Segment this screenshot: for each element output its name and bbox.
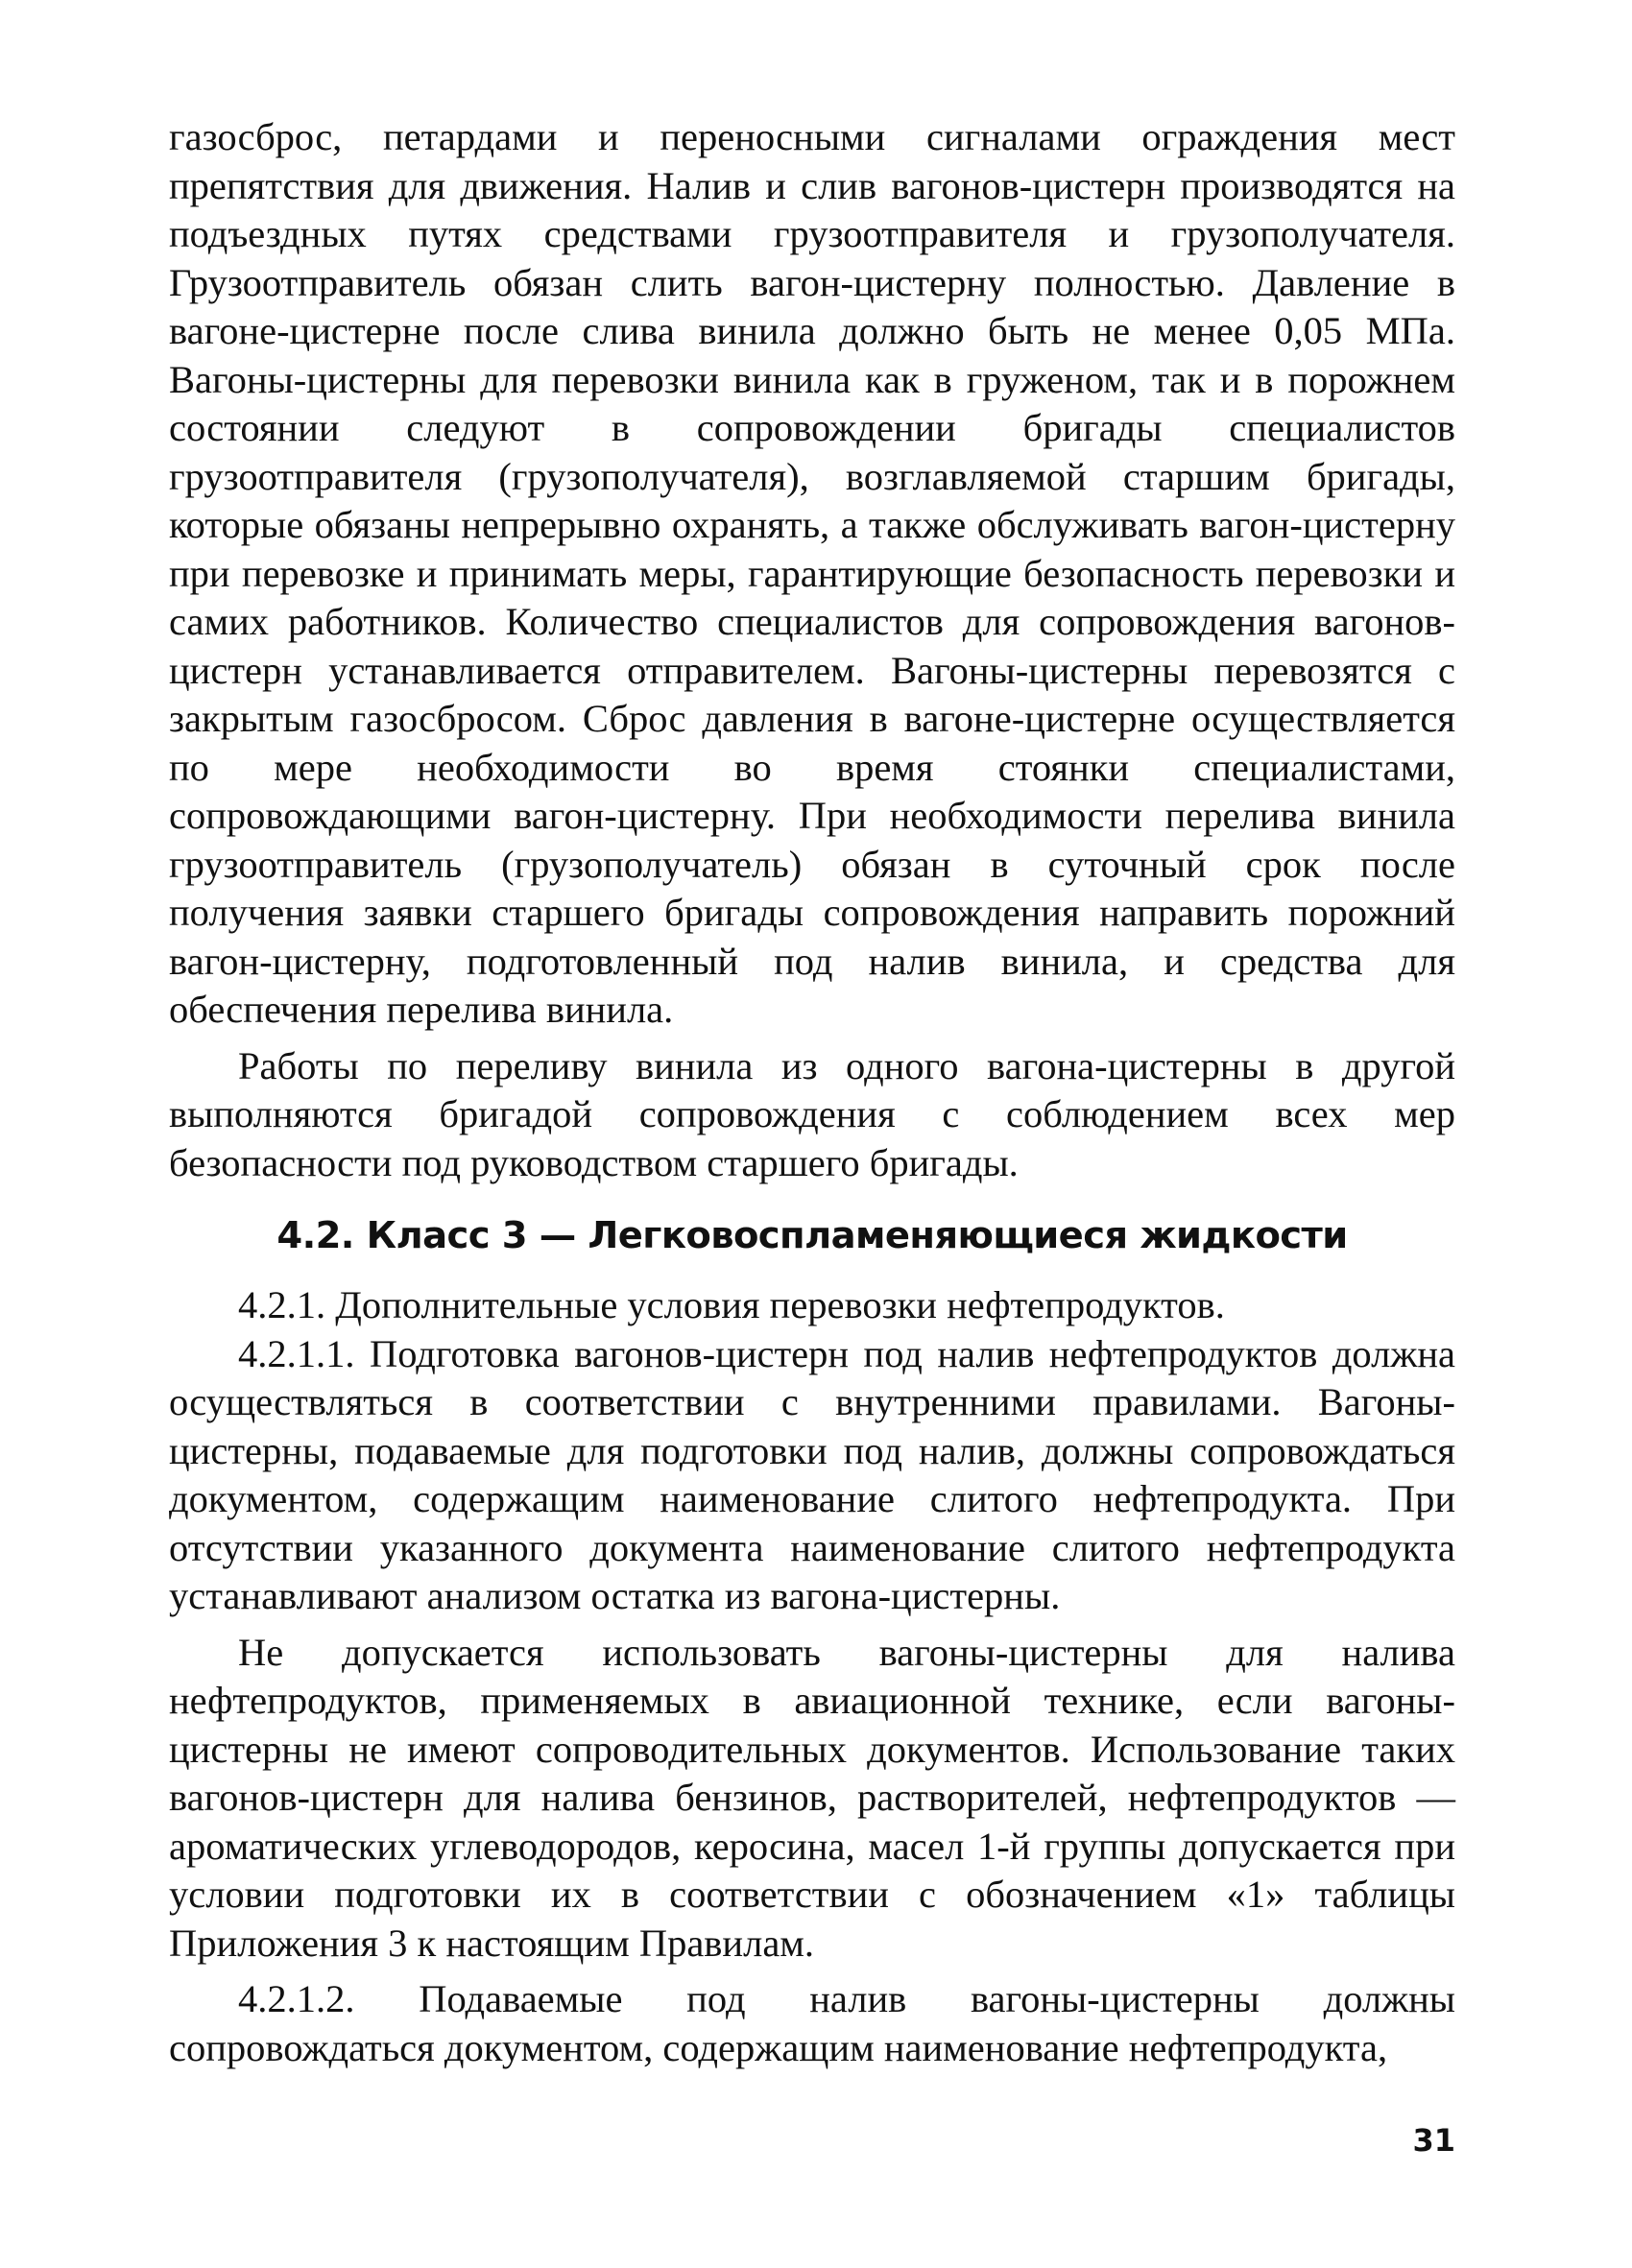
- paragraph-4-2-1-2: 4.2.1.2. Подаваемые под налив вагоны-цистерны должны сопровождаться документом, содержащим наименование нефтепродукта,: [169, 1977, 1455, 2069]
- paragraph-4-2-1-1: 4.2.1.1. Подготовка вагонов-цистерн под налив нефтепродуктов должна осуществляться в соответствии с внутренними правилами. Вагоны-цистерны, подаваемые для подготовки под налив, должны сопровождаться документом, содержащим наименование слитого нефтепродукта. При отсутствии указанного документа наименование слитого нефтепродукта устанавливают анализом остатка из вагона-цистерны.: [169, 1331, 1455, 1617]
- paragraph-vinyl-transfer: Работы по переливу винила из одного вагона-цистерны в другой выполняются бригадой сопровождения с соблюдением всех мер безопасности под руководством старшего бригады.: [169, 1043, 1455, 1184]
- paragraph-vinyl-transport: газосброс, петардами и переносными сигналами ограждения мест препятствия для движения. Налив и слив вагонов-цистерн производятся на подъездных путях средствами грузоотправителя и грузополучателя. Грузоотправитель обязан слить вагон-цистерну полностью. Давление в вагоне-цистерне после слива винила должно быть не менее 0,05 МПа. Вагоны-цистерны для перевозки винила как в груженом, так и в порожнем состоянии следуют в сопровождении бригады специалистов грузоотправителя (грузополучателя), возглавляемой старшим бригады, которые обязаны непрерывно охранять, а также обслуживать вагон-цистерну при перевозке и принимать меры, гарантирующие безопасность перевозки и самих работников. Количество специалистов для сопровождения вагонов-цистерн устанавливается отправителем. Вагоны-цистерны перевозятся с закрытым газосбросом. Сброс давления в вагоне-цистерне осуществляется по мере необходимости во время стоянки специалистами, сопровождающими вагон-цистерну. При необходимости перелива винила грузоотправитель (грузополучатель) обязан в суточный срок после получения заявки старшего бригады сопровождения направить порожний вагон-цистерну, подготовленный под налив винила, и средства для обеспечения перелива винила.: [169, 115, 1455, 1031]
- page-number: 31: [1412, 2122, 1455, 2159]
- paragraph-4-2-1: 4.2.1. Дополнительные условия перевозки нефтепродуктов.: [238, 1283, 1225, 1326]
- paragraph-aviation-products: Не допускается использовать вагоны-цистерны для налива нефтепродуктов, применяемых в авиационной технике, если вагоны-цистерны не имеют сопроводительных документов. Использование таких вагонов-цистерн для налива бензинов, растворителей, нефтепродуктов — ароматических углеводородов, керосина, масел 1-й группы допускается при условии подготовки их в соответствии с обозначением «1» таблицы Приложения 3 к настоящим Правилам.: [169, 1630, 1455, 1965]
- page-body: [169, 113, 1455, 2072]
- section-heading: 4.2. Класс 3 — Легковоспламеняющиеся жидкости: [276, 1214, 1348, 1257]
